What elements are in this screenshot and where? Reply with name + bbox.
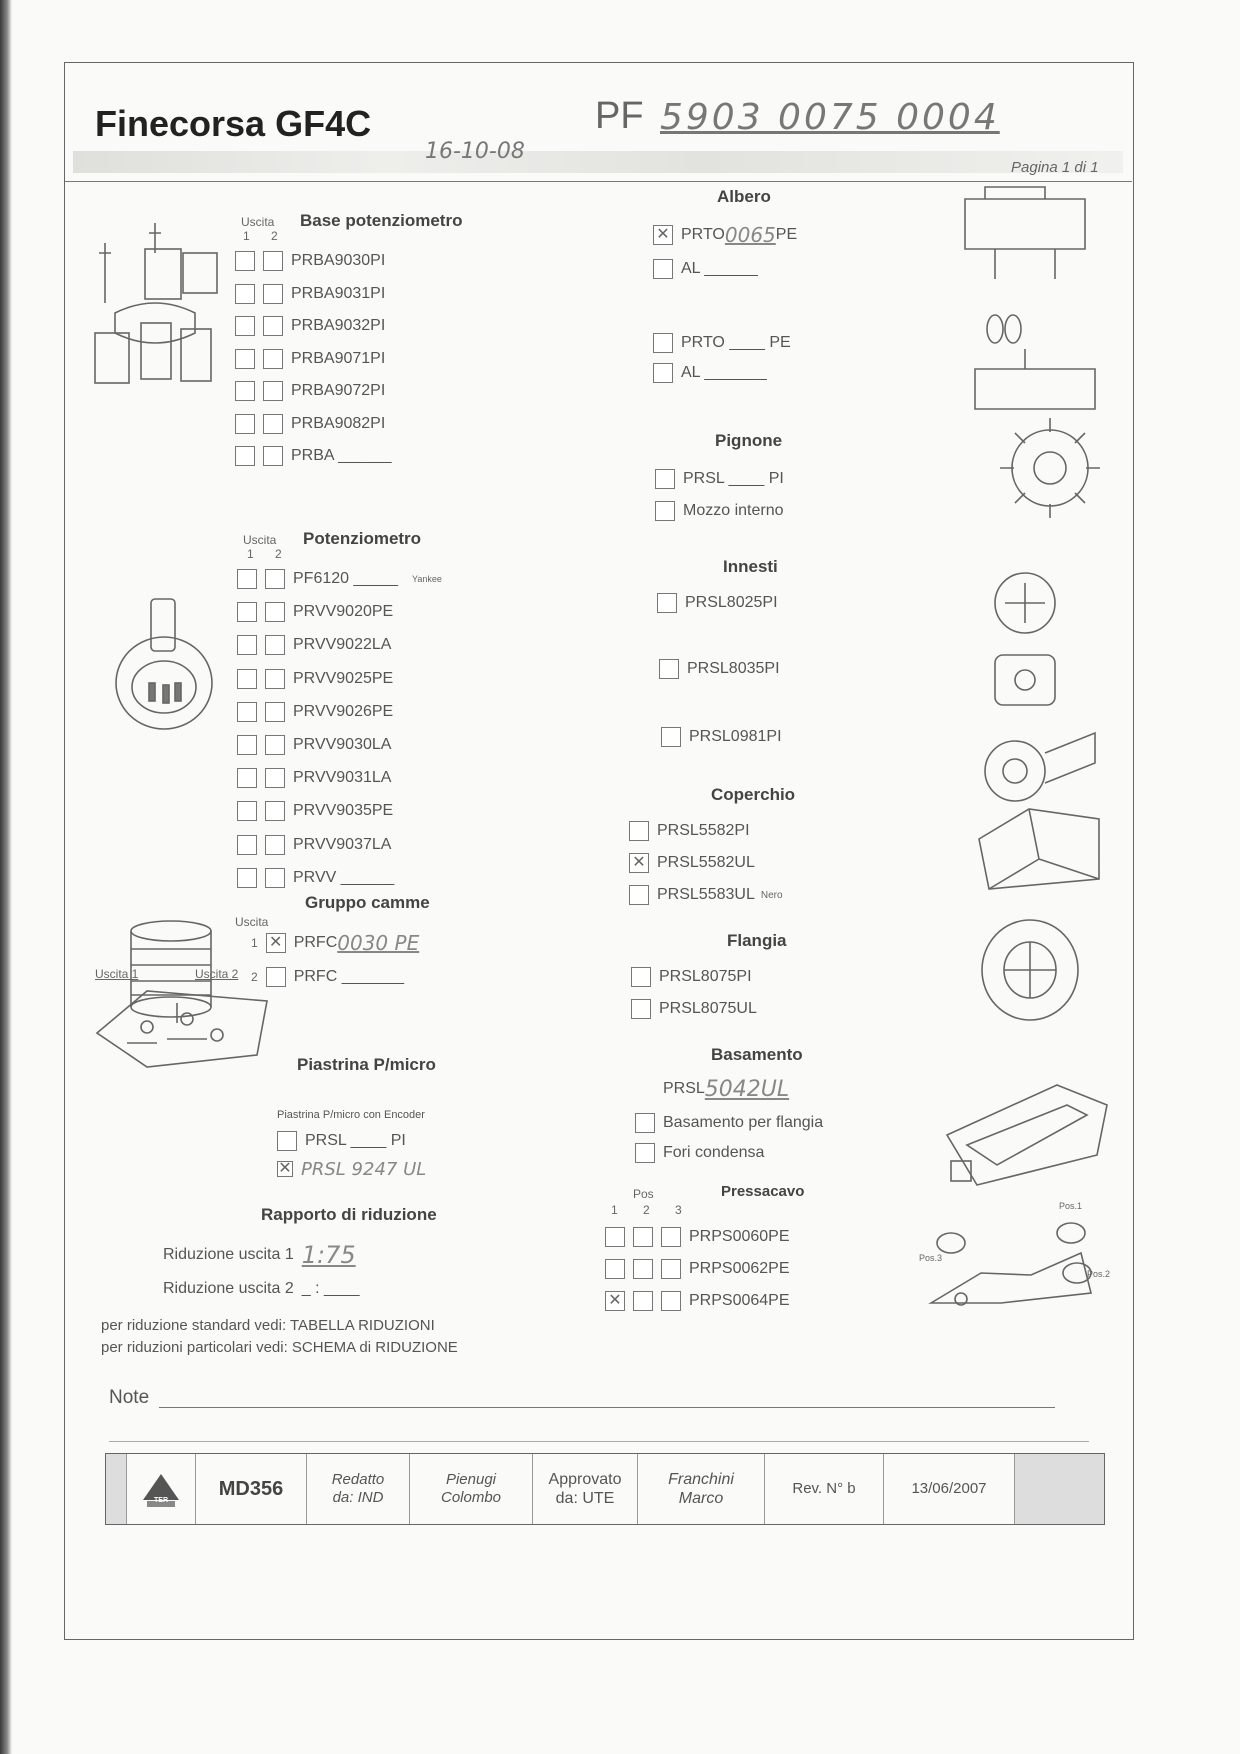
base-item-2-row — [235, 280, 385, 308]
pressacavo-item-3-checkbox-3[interactable] — [661, 1291, 681, 1311]
section-title-rapporto: Rapporto di riduzione — [261, 1205, 437, 1224]
basamento-checkbox-1[interactable] — [635, 1113, 655, 1133]
col1-label-pot: 1 — [247, 547, 254, 561]
innesti-row-2 — [659, 655, 780, 683]
base-item-5-code: PRBA9072PI — [291, 382, 386, 399]
coperchio-item-3: PRSL5583UL — [657, 886, 755, 903]
piastrina-row-2 — [277, 1155, 426, 1183]
footer-stub-right — [1015, 1454, 1104, 1524]
camme-row-1 — [251, 929, 419, 957]
pignone-row-1 — [655, 465, 784, 493]
rapporto-note-2: per riduzioni particolari vedi: SCHEMA di RIDUZIONE — [101, 1339, 458, 1356]
base-item-7-row — [235, 442, 392, 470]
section-title-basamento: Basamento — [711, 1045, 803, 1064]
basamento-row-2 — [635, 1139, 764, 1167]
pot-item-4-checkbox-2[interactable] — [265, 669, 285, 689]
base-item-1-code: PRBA9030PI — [291, 252, 386, 269]
innesti-item-2: PRSL8035PI — [687, 660, 780, 677]
rapporto-label-2: Riduzione uscita 2 — [163, 1280, 294, 1297]
base-item-1-checkbox-2[interactable] — [263, 251, 283, 271]
pressacavo-col-1: 1 — [611, 1203, 618, 1217]
base-item-2-checkbox-2[interactable] — [263, 284, 283, 304]
pot-item-8-code: PRVV9035PE — [293, 802, 394, 820]
basamento-row-1 — [635, 1109, 823, 1137]
piastrina-checkbox-2[interactable] — [277, 1161, 293, 1177]
pressacavo-pos-label: Pos — [633, 1187, 654, 1201]
scan-edge — [0, 0, 12, 1754]
pot-item-10-row — [237, 864, 394, 892]
pressacavo-col-3: 3 — [675, 1203, 682, 1217]
rapporto-value-2: _ : ____ — [301, 1280, 360, 1297]
innesti-row-3 — [661, 723, 782, 751]
approver-cell — [638, 1454, 765, 1524]
coperchio-checkbox-3[interactable] — [629, 885, 649, 905]
rapporto-label-1: Riduzione uscita 1 — [163, 1246, 294, 1263]
document-frame — [64, 62, 1134, 1640]
author-name-2: Colombo — [440, 1489, 502, 1506]
section-title-flangia: Flangia — [727, 931, 787, 950]
shaft-illustration-icon — [955, 179, 1105, 409]
base-item-6-code: PRBA9082PI — [291, 414, 386, 432]
rapporto-value-1: 1:75 — [301, 1241, 356, 1269]
pot-item-7-row — [237, 764, 391, 792]
uscita-label-pot: Uscita — [243, 533, 277, 547]
footer-stub-left — [106, 1454, 127, 1524]
section-title-pressacavo: Pressacavo — [721, 1183, 805, 1200]
note-label: Note — [109, 1387, 150, 1408]
rapporto-note-1: per riduzione standard vedi: TABELLA RIDUZIONI — [101, 1317, 435, 1334]
pot-item-3-checkbox-1[interactable] — [237, 635, 257, 655]
base-item-3-row — [235, 312, 385, 340]
section-title-potenziometro: Potenziometro — [303, 529, 422, 548]
pot-item-1-note: Yankee — [411, 574, 442, 584]
coperchio-item-1: PRSL5582PI — [657, 822, 750, 839]
pot-item-6-checkbox-2[interactable] — [265, 735, 285, 755]
pressacavo-item-2-checkbox-2[interactable] — [633, 1259, 653, 1279]
pot-item-9-checkbox-1[interactable] — [237, 835, 257, 855]
section-title-innesti: Innesti — [723, 557, 778, 576]
piastrina-subtitle: Piastrina P/micro con Encoder — [277, 1109, 425, 1121]
pot-item-7-checkbox-2[interactable] — [265, 768, 285, 788]
albero-item-4: AL _______ — [681, 364, 767, 381]
base-item-6-checkbox-1[interactable] — [235, 414, 255, 434]
base-item-6-row — [235, 410, 385, 438]
albero-prefix-1: PRTO — [681, 226, 725, 243]
piastrina-item-1: PRSL ____ PI — [305, 1132, 406, 1149]
pressacavo-item-3-checkbox-1[interactable] — [605, 1291, 625, 1311]
cover-illustration-icon — [969, 799, 1109, 899]
section-title-gruppo-camme: Gruppo camme — [305, 893, 430, 912]
author-cell — [410, 1454, 533, 1524]
camme-prefix-1: PRFC — [293, 934, 338, 951]
pot-item-5-checkbox-2[interactable] — [265, 702, 285, 722]
base-housing-illustration-icon — [937, 1075, 1117, 1195]
pot-item-1-checkbox-2[interactable] — [265, 569, 285, 589]
camme-num-1: 1 — [251, 936, 258, 950]
pressacavo-item-1-checkbox-3[interactable] — [661, 1227, 681, 1247]
pressacavo-item-1-code: PRPS0060PE — [689, 1228, 790, 1245]
pot-item-1-code: PF6120 _____ — [293, 570, 398, 587]
approvato-dept: da: UTE — [555, 1490, 615, 1507]
pot-item-8-checkbox-2[interactable] — [265, 801, 285, 821]
base-item-3-code: PRBA9032PI — [291, 317, 386, 334]
albero-row-4 — [653, 359, 767, 387]
pot-item-9-checkbox-2[interactable] — [265, 835, 285, 855]
albero-suffix-1: PE — [775, 226, 798, 243]
pignone-item-2: Mozzo interno — [683, 502, 784, 519]
col2-label-pot: 2 — [275, 547, 282, 561]
pot-item-2-checkbox-1[interactable] — [237, 602, 257, 622]
pot-item-5-checkbox-1[interactable] — [237, 702, 257, 722]
coperchio-row-3 — [629, 881, 783, 909]
pressacavo-item-1-checkbox-1[interactable] — [605, 1227, 625, 1247]
footer-date: 13/06/2007 — [884, 1454, 1015, 1524]
form-code: MD356 — [196, 1454, 307, 1524]
section-title-albero: Albero — [717, 187, 771, 206]
section-title-coperchio: Coperchio — [711, 785, 796, 804]
albero-item-3: PRTO ____ PE — [681, 334, 791, 351]
base-item-4-row — [235, 345, 385, 373]
flange-illustration-icon — [975, 915, 1085, 1025]
pressacavo-item-3-code: PRPS0064PE — [689, 1292, 790, 1309]
base-item-3-checkbox-1[interactable] — [235, 316, 255, 336]
base-item-4-code: PRBA9071PI — [291, 349, 386, 367]
coperchio-checkbox-1[interactable] — [629, 821, 649, 841]
innesti-row-1 — [657, 589, 778, 617]
basamento-item-2: Fori condensa — [663, 1144, 765, 1161]
redatto-label: Redatto — [331, 1471, 385, 1488]
redatto-cell — [307, 1454, 410, 1524]
base-item-2-code: PRBA9031PI — [291, 284, 386, 302]
col1-label-base: 1 — [243, 229, 250, 243]
flangia-checkbox-2[interactable] — [631, 999, 651, 1019]
innesti-checkbox-2[interactable] — [659, 659, 679, 679]
approver-name-1: Franchini — [668, 1470, 734, 1488]
pressacavo-item-3-row — [605, 1287, 790, 1315]
pot-item-5-row — [237, 698, 393, 726]
base-potentiometer-illustration-icon — [85, 213, 225, 403]
pressacavo-item-2-row — [605, 1255, 790, 1283]
basamento-checkbox-2[interactable] — [635, 1143, 655, 1163]
piastrina-uscita1-label: Uscita 1 — [95, 967, 139, 981]
piastrina-checkbox-1[interactable] — [277, 1131, 297, 1151]
pignone-item-1: PRSL ____ PI — [683, 470, 784, 487]
albero-item-2: AL ______ — [681, 260, 758, 277]
albero-checkbox-4[interactable] — [653, 363, 673, 383]
basamento-item-1: Basamento per flangia — [663, 1114, 824, 1131]
base-item-3-checkbox-2[interactable] — [263, 316, 283, 336]
base-item-2-checkbox-1[interactable] — [235, 284, 255, 304]
base-item-7-checkbox-2[interactable] — [263, 446, 283, 466]
albero-checkbox-2[interactable] — [653, 259, 673, 279]
pot-item-8-row — [237, 797, 393, 825]
pressacavo-item-3-checkbox-2[interactable] — [633, 1291, 653, 1311]
pot-item-2-row — [237, 598, 393, 626]
albero-checkbox-3[interactable] — [653, 333, 673, 353]
pot-item-3-code: PRVV9022LA — [293, 636, 392, 654]
pot-item-9-row — [237, 831, 391, 859]
pot-item-7-code: PRVV9031LA — [293, 769, 392, 787]
author-name-1: Pienugi — [445, 1471, 497, 1488]
pressacavo-item-2-code: PRPS0062PE — [689, 1260, 790, 1277]
circuit-board-illustration-icon — [87, 983, 277, 1073]
base-item-4-checkbox-2[interactable] — [263, 349, 283, 369]
approvato-cell — [533, 1454, 638, 1524]
base-item-1-row — [235, 247, 385, 275]
col2-label-base: 2 — [271, 229, 278, 243]
section-title-pignone: Pignone — [715, 431, 783, 450]
pignone-checkbox-1[interactable] — [655, 469, 675, 489]
pf-label: PF — [595, 95, 644, 137]
document-title: Finecorsa GF4C — [95, 103, 372, 144]
pot-item-2-code: PRVV9020PE — [293, 603, 394, 621]
pot-item-2-checkbox-2[interactable] — [265, 602, 285, 622]
base-item-4-checkbox-1[interactable] — [235, 349, 255, 369]
flangia-item-2: PRSL8075UL — [659, 1000, 757, 1017]
innesti-item-3: PRSL0981PI — [689, 728, 782, 745]
camme-checkbox-1[interactable] — [266, 933, 286, 953]
section-title-base-potenziometro: Base potenziometro — [300, 211, 463, 230]
pinion-gear-illustration-icon — [995, 413, 1105, 523]
camme-handwritten-1: 0030 PE — [337, 931, 420, 955]
base-item-7-code: PRBA ______ — [291, 447, 392, 464]
note-line-2 — [109, 1441, 1089, 1442]
coperchio-checkbox-2[interactable] — [629, 853, 649, 873]
camme-num-2: 2 — [251, 970, 258, 984]
pressacavo-item-2-checkbox-1[interactable] — [605, 1259, 625, 1279]
pignone-checkbox-2[interactable] — [655, 501, 675, 521]
pf-code-handwritten: 5903 0075 0004 — [660, 97, 1000, 138]
base-item-7-checkbox-1[interactable] — [235, 446, 255, 466]
flangia-checkbox-1[interactable] — [631, 967, 651, 987]
coperchio-note-3: Nero — [760, 889, 783, 901]
flangia-row-2 — [631, 995, 757, 1023]
basamento-handwritten: 5042UL — [704, 1076, 790, 1102]
base-item-5-checkbox-2[interactable] — [263, 381, 283, 401]
page-number: Pagina 1 di 1 — [1011, 159, 1099, 176]
rapporto-row-1 — [163, 1241, 356, 1269]
pot-item-4-code: PRVV9025PE — [293, 669, 394, 687]
camme-prefix-2: PRFC _______ — [293, 968, 404, 985]
albero-handwritten-1: 0065 — [724, 223, 776, 247]
pot-item-1-row — [237, 565, 442, 593]
pressacavo-item-2-checkbox-3[interactable] — [661, 1259, 681, 1279]
pot-item-3-row — [237, 631, 391, 659]
couplings-illustration-icon — [975, 563, 1105, 813]
albero-row-3 — [653, 329, 791, 357]
pot-item-1-checkbox-1[interactable] — [237, 569, 257, 589]
pressacavo-pos2-label: Pos.2 — [1087, 1269, 1111, 1279]
albero-row-2 — [653, 255, 758, 283]
redatto-dept: da: IND — [332, 1489, 384, 1506]
pressacavo-pos1-label: Pos.1 — [1059, 1201, 1083, 1211]
flangia-item-1: PRSL8075PI — [659, 968, 752, 985]
approvato-label: Approvato — [548, 1470, 622, 1488]
pignone-row-2 — [655, 497, 784, 525]
logo-text: TER — [154, 1497, 168, 1505]
pressacavo-item-1-row — [605, 1223, 790, 1251]
innesti-checkbox-3[interactable] — [661, 727, 681, 747]
pot-item-10-checkbox-2[interactable] — [265, 868, 285, 888]
header-band — [73, 151, 1123, 173]
section-title-piastrina: Piastrina P/micro — [297, 1055, 436, 1074]
albero-checkbox-1[interactable] — [653, 225, 673, 245]
pressacavo-col-2: 2 — [643, 1203, 650, 1217]
approver-name-2: Marco — [678, 1490, 724, 1507]
pot-item-3-checkbox-2[interactable] — [265, 635, 285, 655]
pot-item-4-checkbox-1[interactable] — [237, 669, 257, 689]
pot-item-6-checkbox-1[interactable] — [237, 735, 257, 755]
piastrina-row-1 — [277, 1127, 406, 1155]
coperchio-item-2: PRSL5582UL — [657, 854, 755, 871]
base-item-1-checkbox-1[interactable] — [235, 251, 255, 271]
rapporto-row-2 — [163, 1275, 360, 1303]
uscita-label-camme: Uscita — [235, 915, 269, 929]
pot-item-6-row — [237, 731, 391, 759]
coperchio-row-1 — [629, 817, 750, 845]
pot-item-5-code: PRVV9026PE — [293, 702, 394, 720]
pressacavo-pos3-label: Pos.3 — [919, 1253, 943, 1263]
logo-cell — [127, 1454, 196, 1524]
basamento-prefix: PRSL — [663, 1080, 705, 1097]
pot-item-8-checkbox-1[interactable] — [237, 801, 257, 821]
revision: Rev. N° b — [765, 1454, 884, 1524]
header — [65, 63, 1132, 182]
cable-gland-illustration-icon — [921, 1203, 1101, 1313]
pot-item-6-code: PRVV9030LA — [293, 736, 392, 753]
pot-item-7-checkbox-1[interactable] — [237, 768, 257, 788]
footer-table — [105, 1453, 1105, 1525]
albero-row-1 — [653, 221, 797, 249]
pot-item-10-checkbox-1[interactable] — [237, 868, 257, 888]
innesti-checkbox-1[interactable] — [657, 593, 677, 613]
coperchio-row-2 — [629, 849, 755, 877]
date-handwritten: 16-10-08 — [425, 139, 525, 164]
pressacavo-item-1-checkbox-2[interactable] — [633, 1227, 653, 1247]
flangia-row-1 — [631, 963, 752, 991]
base-item-5-row — [235, 377, 385, 405]
pot-item-9-code: PRVV9037LA — [293, 835, 392, 853]
base-item-5-checkbox-1[interactable] — [235, 381, 255, 401]
note-line[interactable] — [159, 1407, 1055, 1408]
potentiometer-illustration-icon — [109, 593, 219, 743]
innesti-item-1: PRSL8025PI — [685, 594, 778, 611]
pot-item-4-row — [237, 665, 393, 693]
uscita-label-base: Uscita — [241, 215, 275, 229]
base-item-6-checkbox-2[interactable] — [263, 414, 283, 434]
piastrina-item-2-handwritten: PRSL 9247 UL — [301, 1158, 427, 1180]
piastrina-uscita2-label: Uscita 2 — [195, 967, 239, 981]
basamento-code-row — [663, 1075, 789, 1103]
pot-item-10-code: PRVV ______ — [293, 868, 395, 886]
